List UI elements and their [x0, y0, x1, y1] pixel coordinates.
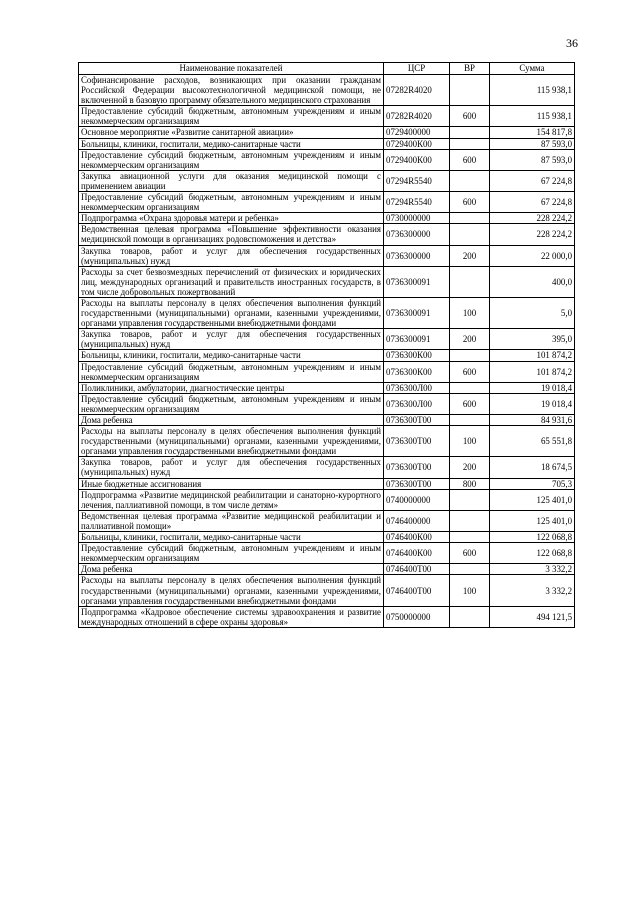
header-sum: Сумма [490, 63, 575, 75]
cell-name: Предоставление субсидий бюджетным, автономным учреждениям и иным некоммерческим организациям [79, 192, 384, 213]
cell-sum: 228 224,2 [490, 213, 575, 224]
cell-csr: 0729400000 [384, 127, 450, 138]
cell-csr: 0736300Л00 [384, 382, 450, 393]
cell-sum: 67 224,8 [490, 192, 575, 213]
cell-sum: 67 224,8 [490, 170, 575, 191]
cell-name: Ведомственная целевая программа «Повышение эффективности оказания медицинской помощи в организациях родовспоможения и детства» [79, 224, 384, 245]
table-row [79, 543, 575, 564]
cell-sum: 22 000,0 [490, 245, 575, 266]
cell-name: Предоставление субсидий бюджетным, автономным учреждениям и иным некоммерческим организациям [79, 543, 384, 564]
cell-vr [450, 170, 490, 191]
cell-csr: 07294R5540 [384, 192, 450, 213]
cell-csr: 0736300Т00 [384, 415, 450, 426]
cell-sum: 125 401,0 [490, 489, 575, 510]
table-row [79, 564, 575, 575]
cell-vr [450, 415, 490, 426]
cell-vr: 600 [450, 192, 490, 213]
cell-vr [450, 75, 490, 106]
cell-vr [450, 382, 490, 393]
cell-csr: 0736300Т00 [384, 457, 450, 478]
cell-name: Подпрограмма «Развитие медицинской реабилитации и санаторно-курортного лечения, паллиативной помощи, в том числе детям» [79, 489, 384, 510]
table-row [79, 489, 575, 510]
cell-csr: 0746400Т00 [384, 564, 450, 575]
cell-name: Ведомственная целевая программа «Развитие медицинской реабилитации и паллиативной помощи» [79, 510, 384, 531]
cell-name: Закупка товаров, работ и услуг для обеспечения государственных (муниципальных) нужд [79, 457, 384, 478]
cell-name: Расходы на выплаты персоналу в целях обеспечения выполнения функций государственными (муниципальными) органами, казенными учреждениями, органами управления государственными внебюджетными фондами [79, 575, 384, 606]
cell-sum: 101 874,2 [490, 350, 575, 361]
cell-vr [450, 266, 490, 297]
cell-name: Предоставление субсидий бюджетным, автономным учреждениям и иным некоммерческим организациям [79, 149, 384, 170]
cell-csr: 0740000000 [384, 489, 450, 510]
cell-vr: 200 [450, 457, 490, 478]
cell-vr [450, 224, 490, 245]
cell-csr: 0730000000 [384, 213, 450, 224]
cell-csr: 0736300Т00 [384, 478, 450, 489]
cell-name: Расходы на выплаты персоналу в целях обеспечения выполнения функций государственными (муниципальными) органами, казенными учреждениями, органами управления государственными внебюджетными фондами [79, 297, 384, 328]
table-row [79, 170, 575, 191]
cell-vr [450, 510, 490, 531]
cell-vr: 100 [450, 297, 490, 328]
table-row [79, 382, 575, 393]
cell-sum: 400,0 [490, 266, 575, 297]
cell-vr [450, 606, 490, 627]
cell-csr: 0736300Л00 [384, 393, 450, 414]
cell-csr: 07294R5540 [384, 170, 450, 191]
cell-sum: 5,0 [490, 297, 575, 328]
cell-sum: 19 018,4 [490, 382, 575, 393]
cell-name: Предоставление субсидий бюджетным, автономным учреждениям и иным некоммерческим организациям [79, 361, 384, 382]
cell-sum: 84 931,6 [490, 415, 575, 426]
cell-vr: 600 [450, 393, 490, 414]
cell-vr: 600 [450, 543, 490, 564]
table-row [79, 106, 575, 127]
table-row [79, 415, 575, 426]
cell-name: Предоставление субсидий бюджетным, автономным учреждениям и иным некоммерческим организациям [79, 106, 384, 127]
table-row [79, 457, 575, 478]
table-row [79, 350, 575, 361]
table-row [79, 213, 575, 224]
cell-name: Предоставление субсидий бюджетным, автономным учреждениям и иным некоммерческим организациям [79, 393, 384, 414]
cell-sum: 395,0 [490, 329, 575, 350]
cell-csr: 0736300091 [384, 329, 450, 350]
cell-vr: 100 [450, 575, 490, 606]
cell-sum: 19 018,4 [490, 393, 575, 414]
cell-vr [450, 489, 490, 510]
cell-csr: 0736300К00 [384, 361, 450, 382]
cell-sum: 115 938,1 [490, 75, 575, 106]
header-vr: ВР [450, 63, 490, 75]
cell-name: Подпрограмма «Кадровое обеспечение системы здравоохранения и развитие международных отношений в сфере охраны здоровья» [79, 606, 384, 627]
header-name: Наименование показателей [79, 63, 384, 75]
cell-name: Закупка авиационной услуги для оказания медицинской помощи с применением авиации [79, 170, 384, 191]
cell-csr: 0729400К00 [384, 149, 450, 170]
table-row [79, 393, 575, 414]
cell-vr: 600 [450, 361, 490, 382]
table-body [79, 75, 575, 628]
table-header-row [79, 63, 575, 75]
cell-sum: 65 551,8 [490, 426, 575, 457]
cell-csr: 07282R4020 [384, 75, 450, 106]
table-header [79, 63, 575, 75]
cell-sum: 87 593,0 [490, 138, 575, 149]
cell-sum: 154 817,8 [490, 127, 575, 138]
cell-csr: 0746400000 [384, 510, 450, 531]
cell-csr: 0750000000 [384, 606, 450, 627]
table-row [79, 426, 575, 457]
cell-vr [450, 564, 490, 575]
cell-sum: 228 224,2 [490, 224, 575, 245]
table-row [79, 361, 575, 382]
cell-name: Расходы за счет безвозмездных перечислений от физических и юридических лиц, международных организаций и правительств иностранных государств, в том числе добровольных пожертвований [79, 266, 384, 297]
cell-vr [450, 532, 490, 543]
table-row [79, 297, 575, 328]
cell-name: Больницы, клиники, госпитали, медико-санитарные части [79, 138, 384, 149]
table-row [79, 329, 575, 350]
cell-name: Закупка товаров, работ и услуг для обеспечения государственных (муниципальных) нужд [79, 329, 384, 350]
cell-sum: 494 121,5 [490, 606, 575, 627]
table-row [79, 192, 575, 213]
cell-name: Софинансирование расходов, возникающих при оказании гражданам Российской Федерации высокотехнологичной медицинской помощи, не включенной в базовую программу обязательного медицинского страхования [79, 75, 384, 106]
cell-vr: 800 [450, 478, 490, 489]
cell-name: Больницы, клиники, госпитали, медико-санитарные части [79, 350, 384, 361]
cell-csr: 0736300091 [384, 297, 450, 328]
cell-vr: 600 [450, 149, 490, 170]
cell-name: Поликлиники, амбулатории, диагностические центры [79, 382, 384, 393]
cell-csr: 0736300000 [384, 224, 450, 245]
cell-csr: 07282R4020 [384, 106, 450, 127]
cell-name: Дома ребенка [79, 415, 384, 426]
cell-sum: 101 874,2 [490, 361, 575, 382]
cell-sum: 705,3 [490, 478, 575, 489]
table-row [79, 510, 575, 531]
cell-vr [450, 127, 490, 138]
cell-name: Основное мероприятие «Развитие санитарной авиации» [79, 127, 384, 138]
cell-sum: 87 593,0 [490, 149, 575, 170]
table-row [79, 575, 575, 606]
cell-sum: 3 332,2 [490, 564, 575, 575]
cell-csr: 0746400Т00 [384, 575, 450, 606]
table-row [79, 224, 575, 245]
cell-csr: 0746400К00 [384, 532, 450, 543]
cell-csr: 0736300К00 [384, 350, 450, 361]
cell-csr: 0746400К00 [384, 543, 450, 564]
table-row [79, 149, 575, 170]
cell-vr [450, 138, 490, 149]
table-row [79, 266, 575, 297]
cell-name: Дома ребенка [79, 564, 384, 575]
budget-table [78, 62, 575, 628]
cell-name: Иные бюджетные ассигнования [79, 478, 384, 489]
cell-sum: 122 068,8 [490, 543, 575, 564]
table-row [79, 532, 575, 543]
cell-csr: 0736300000 [384, 245, 450, 266]
table-row [79, 245, 575, 266]
cell-name: Подпрограмма «Охрана здоровья матери и ребенка» [79, 213, 384, 224]
cell-vr: 200 [450, 329, 490, 350]
cell-csr: 0736300Т00 [384, 426, 450, 457]
cell-sum: 122 068,8 [490, 532, 575, 543]
header-csr: ЦСР [384, 63, 450, 75]
table-row [79, 478, 575, 489]
cell-vr [450, 350, 490, 361]
cell-name: Закупка товаров, работ и услуг для обеспечения государственных (муниципальных) нужд [79, 245, 384, 266]
table-row [79, 127, 575, 138]
table-row [79, 75, 575, 106]
cell-sum: 18 674,5 [490, 457, 575, 478]
cell-vr [450, 213, 490, 224]
cell-vr: 100 [450, 426, 490, 457]
table-row [79, 138, 575, 149]
page-number: 36 [566, 36, 578, 50]
cell-sum: 115 938,1 [490, 106, 575, 127]
cell-csr: 0729400К00 [384, 138, 450, 149]
cell-csr: 0736300091 [384, 266, 450, 297]
cell-vr: 600 [450, 106, 490, 127]
cell-name: Больницы, клиники, госпитали, медико-санитарные части [79, 532, 384, 543]
table-row [79, 606, 575, 627]
cell-vr: 200 [450, 245, 490, 266]
cell-sum: 3 332,2 [490, 575, 575, 606]
cell-sum: 125 401,0 [490, 510, 575, 531]
cell-name: Расходы на выплаты персоналу в целях обеспечения выполнения функций государственными (муниципальными) органами, казенными учреждениями, органами управления государственными внебюджетными фондами [79, 426, 384, 457]
